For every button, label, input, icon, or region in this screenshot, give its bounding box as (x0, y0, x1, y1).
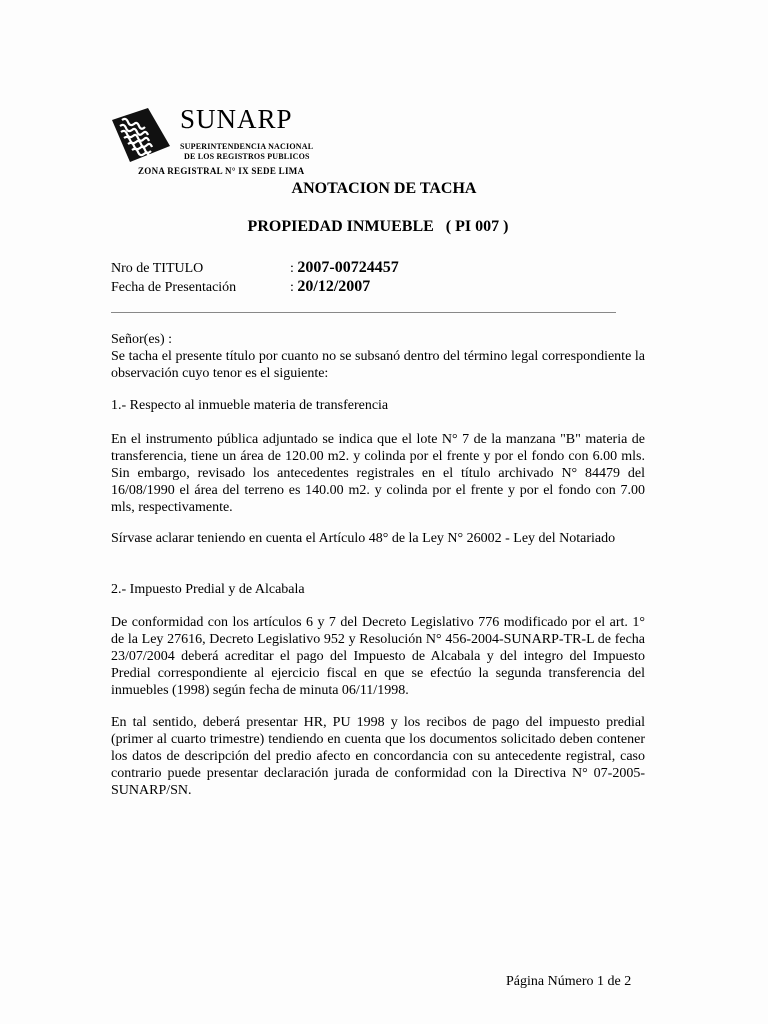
document-subtitle: PROPIEDAD INMUEBLE ( PI 007 ) (247, 218, 509, 235)
item2-heading: 2.- Impuesto Predial y de Alcabala (111, 582, 305, 597)
salutation-block (111, 331, 645, 382)
titulo-value-group (290, 259, 399, 277)
agency-name (180, 142, 313, 162)
divider-line (111, 312, 616, 313)
document-title (0, 180, 768, 198)
zone-label: ZONA REGISTRAL N° IX SEDE LIMA (138, 166, 305, 176)
titulo-colon: : (290, 261, 298, 276)
page-number: Página Número 1 de 2 (506, 974, 632, 989)
agency-line-1: SUPERINTENDENCIA NACIONAL (180, 142, 314, 151)
fecha-value: 20/12/2007 (297, 278, 371, 295)
agency-line-2: DE LOS REGISTROS PUBLICOS (184, 152, 310, 161)
fecha-colon: : (290, 280, 298, 295)
fecha-value-group (290, 278, 370, 296)
item1-paragraph-1: En el instrumento pública adjuntado se indica que el lote N° 7 de la manzana "B" materia de transferencia, tiene un área de 120.00 m2. y colinda por el frente y por el fondo con 6.00 mls. Sin embargo, revisado los antecedentes registrales en el título archivado N° 84479 del 16/08/1990 el área del terreno es 140.00 m2. y colinda por el frente y por el fondo con 7.00 mls, respectivamente. (111, 432, 645, 515)
salutation: Señor(es) : (111, 332, 173, 347)
titulo-value: 2007-00724457 (297, 259, 399, 276)
document-title-text: ANOTACION DE TACHA (291, 180, 477, 197)
fecha-label: Fecha de Presentación (111, 280, 237, 295)
intro-paragraph: Se tacha el presente título por cuanto no se subsanó dentro del término legal correspondiente la observación cuyo tenor es el siguiente: (111, 349, 645, 381)
item1-paragraph-2: Sírvase aclarar teniendo en cuenta el Artículo 48° de la Ley N° 26002 - Ley del Notariado (111, 531, 616, 546)
item1-heading: 1.- Respecto al inmueble materia de transferencia (111, 398, 389, 413)
titulo-label: Nro de TITULO (111, 261, 204, 276)
sunarp-logo-icon (108, 106, 172, 164)
item2-paragraph-1: De conformidad con los artículos 6 y 7 del Decreto Legislativo 776 modificado por el art. 1° de la Ley 27616, Decreto Legislativo 952 y Resolución N° 456-2004-SUNARP-TR-L de fecha 23/07/2004 deberá acreditar el pago del Impuesto de Alcabala y del integro del Impuesto Predial correspondiente al ejercicio fiscal en que se efectúo la segunda transferencia del inmuebles (1998) según fecha de minuta 06/11/1998. (111, 615, 645, 698)
brand-name: SUNARP (180, 104, 293, 134)
item2-paragraph-2: En tal sentido, deberá presentar HR, PU 1998 y los recibos de pago del impuesto predial (primer al cuarto trimestre) tendiendo en cuenta que los documentos solicitado deben contener los datos de descripción del predio afecto en concordancia con su antecedente registral, caso contrario puede presentar declaración jurada de conformidad con la Directiva N° 07-2005-SUNARP/SN. (111, 715, 645, 798)
